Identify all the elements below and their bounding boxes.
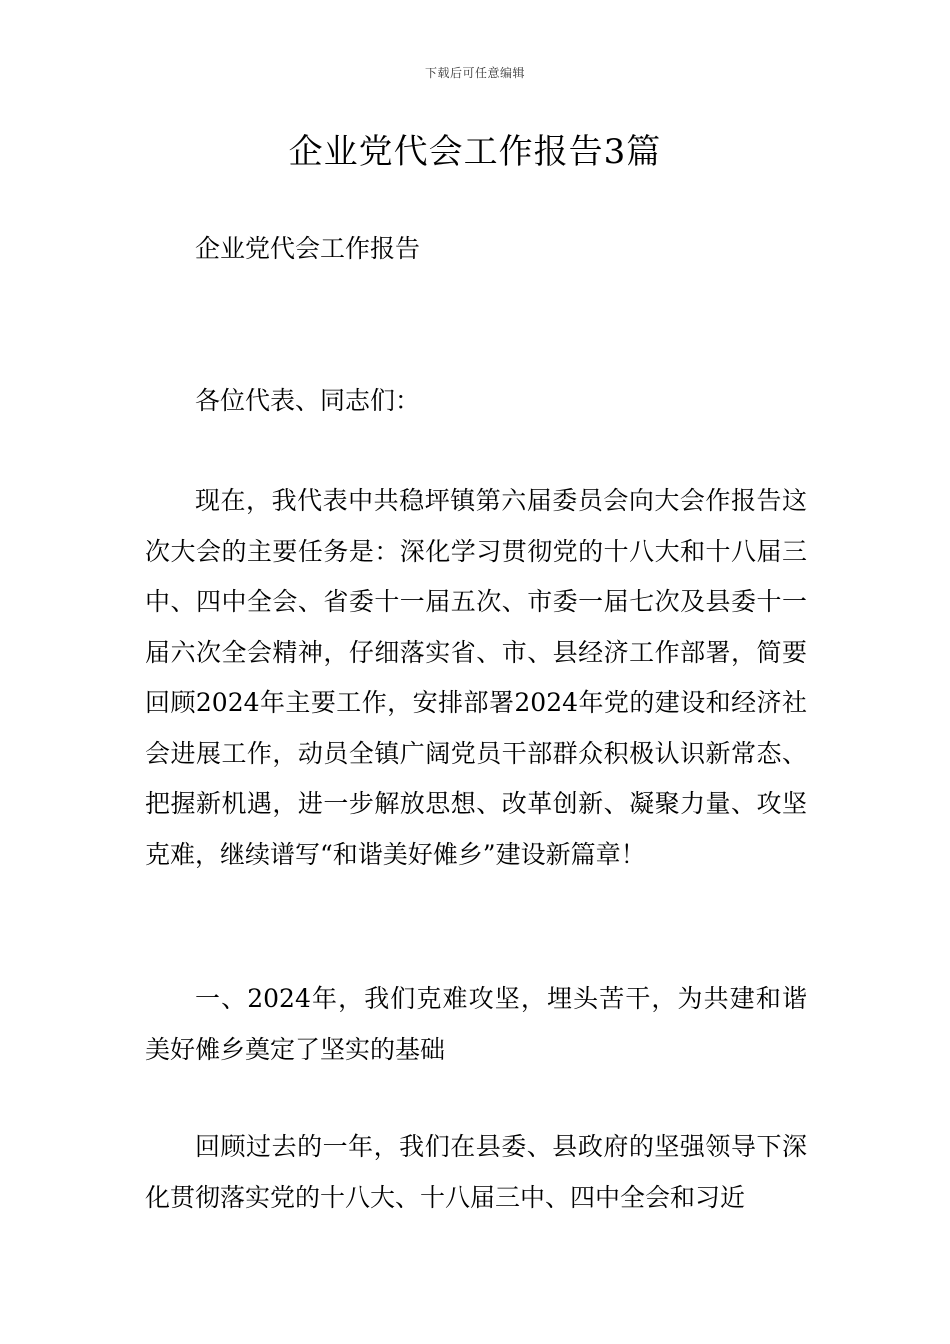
document-title: 企业党代会工作报告3篇 <box>288 132 662 172</box>
document-subtitle: 企业党代会工作报告 <box>195 234 421 263</box>
header-note: 下载后可任意编辑 <box>424 66 525 80</box>
paragraph-review: 回顾过去的一年，我们在县委、县政府的坚强领导下深化贯彻落实党的十八大、十八届三中、四中全会和习近 <box>145 1132 807 1212</box>
paragraph-intro: 现在，我代表中共稳坪镇第六届委员会向大会作报告这次大会的主要任务是：深化学习贯彻党的十八大和十八届三中、四中全会、省委十一届五次、市委一届七次及县委十一届六次全会精神，仔细落实省、市、县经济工作部署，简要回顾2024年主要工作，安排部署2024年党的建设和经济社会进展工作，动员全镇广阔党员干部群众积极认识新常态、把握新机遇，进一步解放思想、改革创新、凝聚力量、攻坚克难，继续谱写“和谐美好傩乡”建设新篇章！ <box>145 486 807 869</box>
greeting: 各位代表、同志们： <box>195 386 421 415</box>
section-heading-1: 一、2024年，我们克难攻坚，埋头苦干，为共建和谐美好傩乡奠定了坚实的基础 <box>145 984 807 1064</box>
